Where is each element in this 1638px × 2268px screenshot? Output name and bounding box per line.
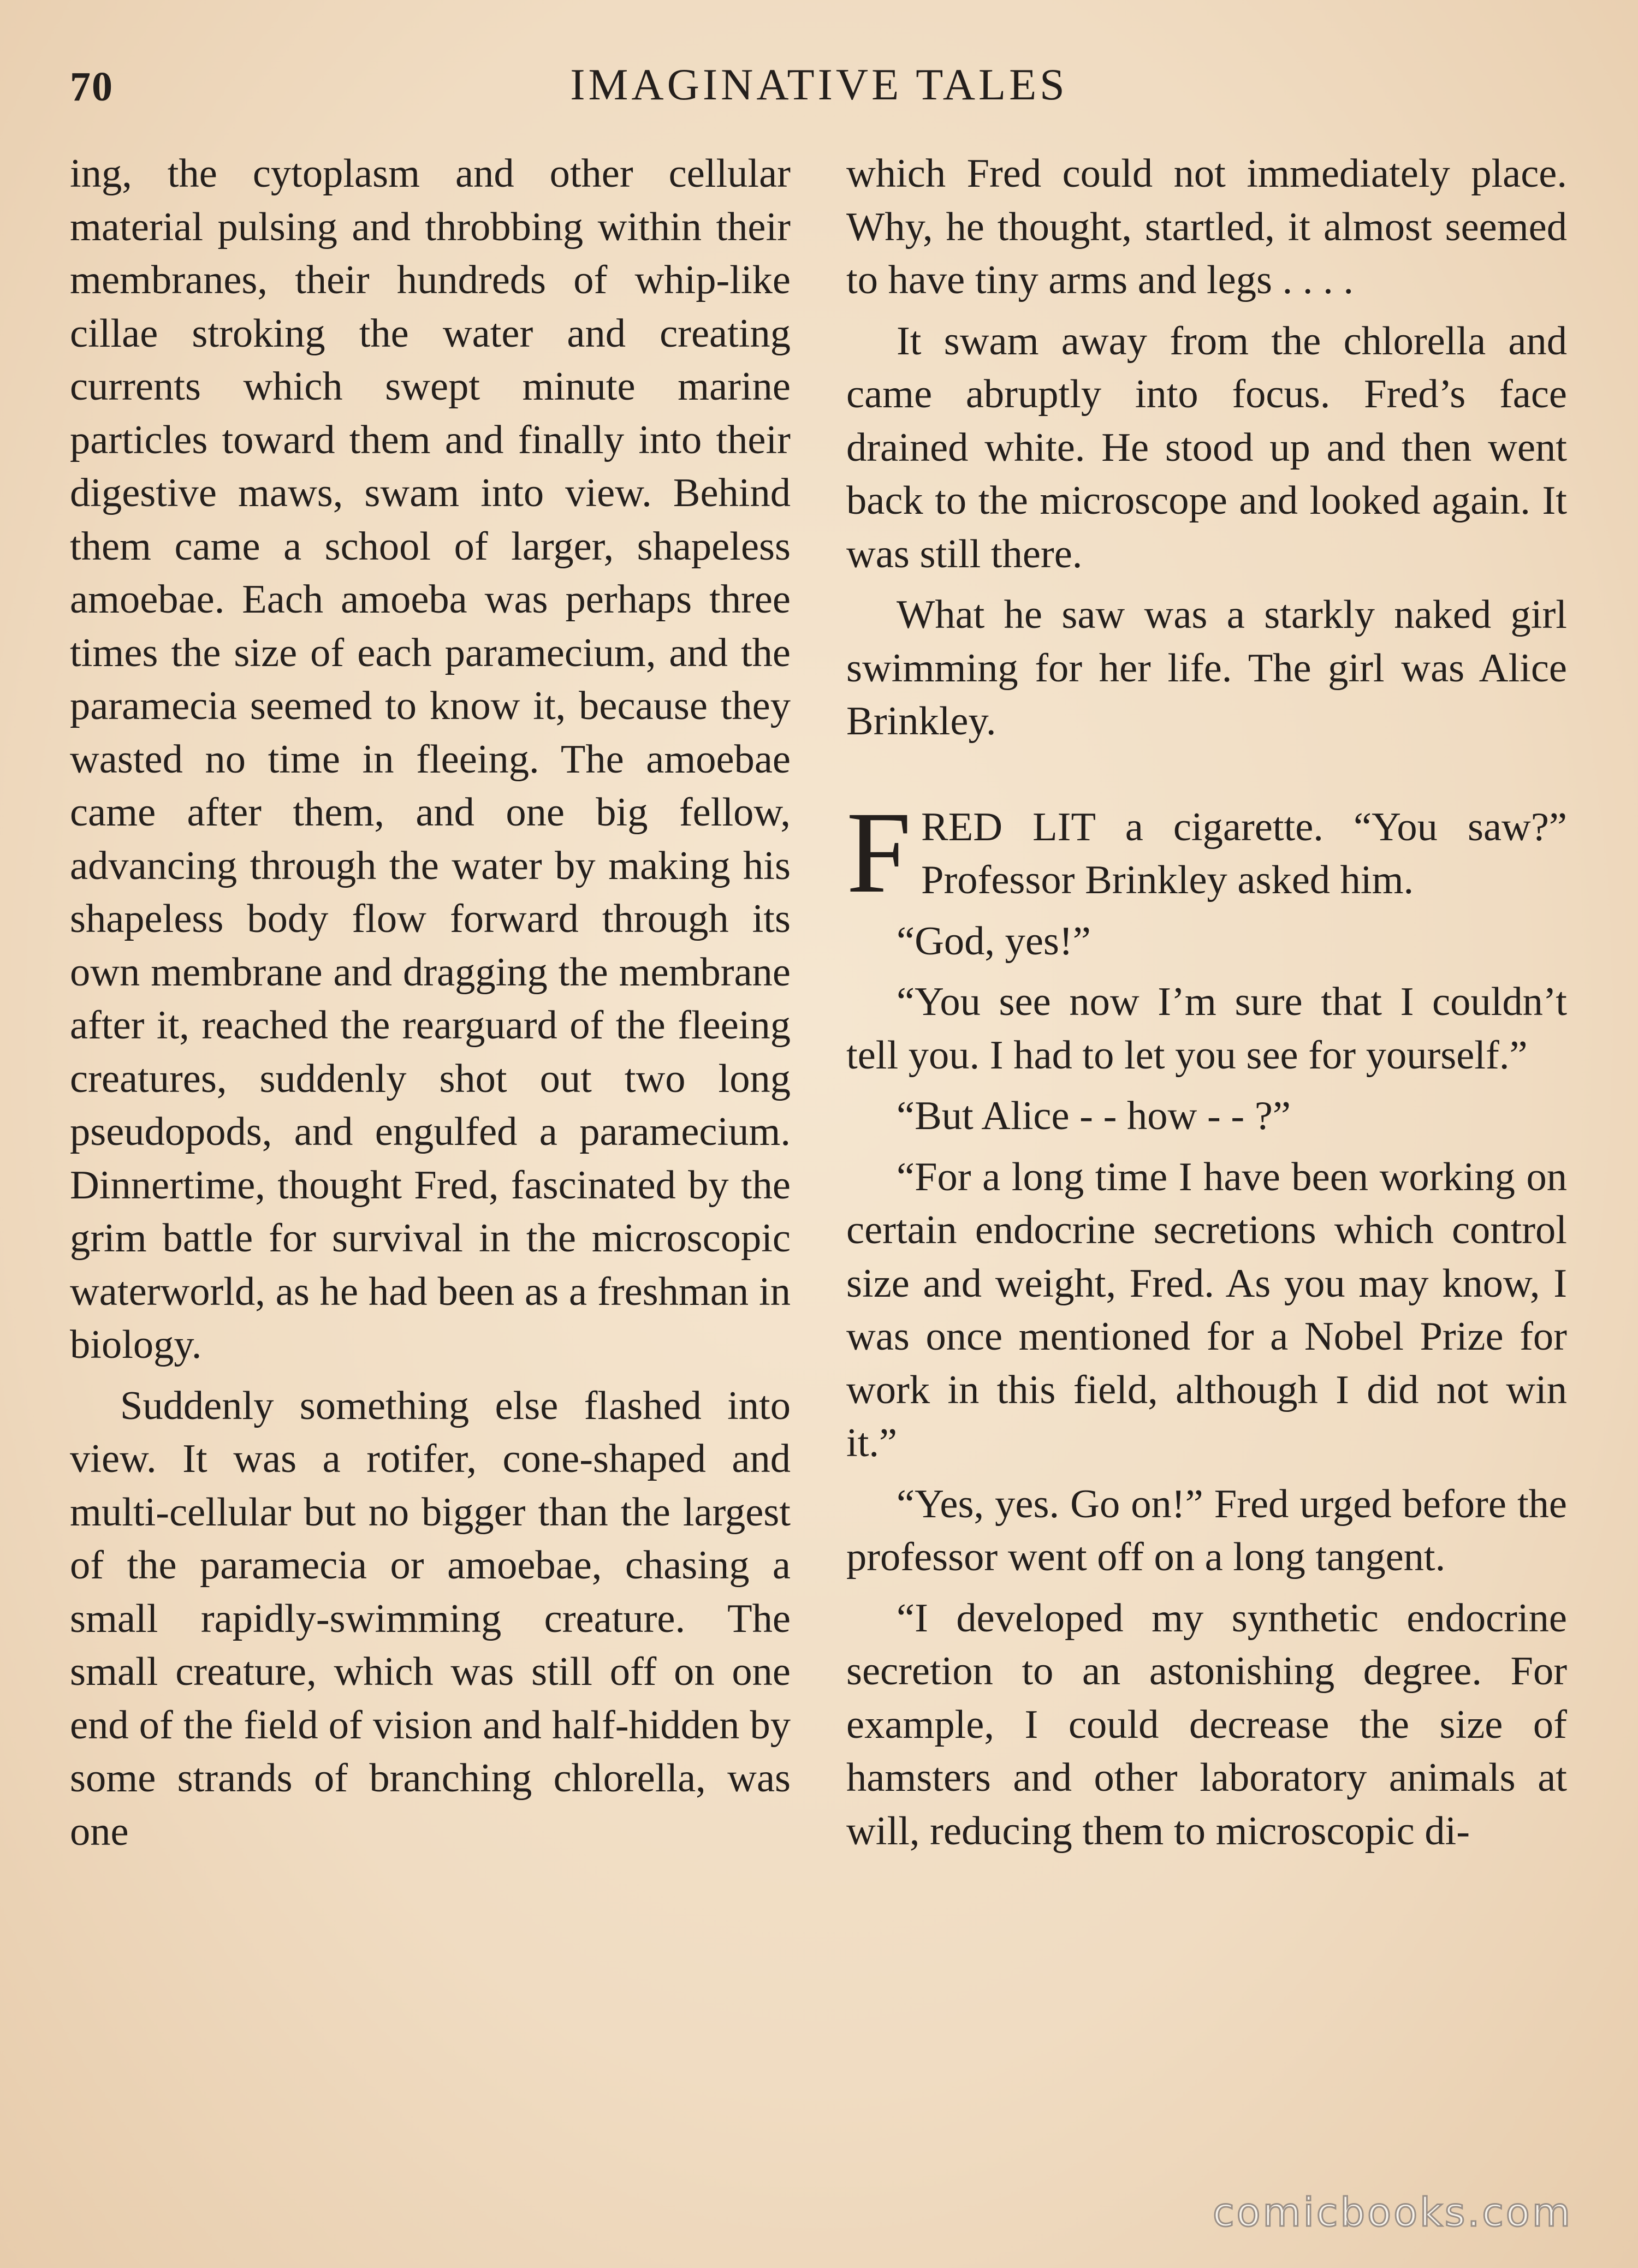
paragraph: ing, the cytoplasm and other cellular material pulsing and throbbing within their membranes, their hundreds of whip-like cillae stroking the water and creating currents which swept minute marine particles toward them and finally into their digestive maws, swam into view. Behind them came a school of larger, shapeless amoebae. Each amoeba was perhaps three times the size of each paramecium, and the paramecia seemed to know it, because they wasted no time in fleeing. The amoebae came after them, and one big fellow, advancing through the water by making his shapeless body flow forward through its own membrane and dragging the membrane after it, reached the rearguard of the fleeing creatures, suddenly shot out two long pseudopods, and engulfed a paramecium. Dinnertime, thought Fred, fascinated by the grim battle for survival in the microscopic waterworld, as he had been as a freshman in biology. <box>70 151 791 1367</box>
section-break <box>846 756 1567 801</box>
section-opening-text: RED LIT a cigarette. “You saw?” Professor Brinkley asked him. <box>921 804 1567 903</box>
paragraph: “But Alice - - how - - ?” <box>897 1094 1291 1138</box>
magazine-title: IMAGINATIVE TALES <box>570 60 1068 109</box>
paragraph: “I developed my synthetic endocrine secretion to an astonishing degree. For example, I could decrease the size of hamsters and other laboratory animals at will, reducing them to microscopic di- <box>846 1595 1567 1854</box>
right-text-column <box>846 147 1567 1866</box>
paragraph: What he saw was a starkly naked girl swimming for her life. The girl was Alice Brinkley. <box>846 592 1567 744</box>
paragraph: It swam away from the chlorella and came abruptly into focus. Fred’s face drained white. He stood up and then went back to the microscope and looked again. It was still there. <box>846 318 1567 577</box>
paragraph: “Yes, yes. Go on!” Fred urged before the professor went off on a long tangent. <box>846 1481 1567 1580</box>
paragraph: “God, yes!” <box>897 918 1091 964</box>
section-opening-paragraph <box>846 787 1567 917</box>
paragraph: Suddenly something else flashed into view. It was a rotifer, cone-shaped and multi-cellular but no bigger than the largest of the paramecia or amoebae, chasing a small rapidly-swimming creature. The small creature, which was still off on one end of the field of vision and half-hidden by some strands of branching chlorella, was one <box>70 1383 791 1854</box>
paragraph: “You see now I’m sure that I couldn’t tell you. I had to let you see for yourself.” <box>846 979 1567 1078</box>
paragraph: “For a long time I have been working on certain endocrine secretions which control size and weight, Fred. As you may know, I was once mentioned for a Nobel Prize for work in this field, although I did not win it.” <box>846 1154 1567 1465</box>
left-text-column <box>70 147 791 1866</box>
paragraph: which Fred could not immediately place. Why, he thought, startled, it almost seemed to have tiny arms and legs . . . . <box>846 151 1567 302</box>
drop-cap: F <box>846 787 912 917</box>
watermark: comicbooks.com <box>1212 2189 1572 2235</box>
page-number: 70 <box>70 64 114 110</box>
page-header <box>0 59 1638 119</box>
